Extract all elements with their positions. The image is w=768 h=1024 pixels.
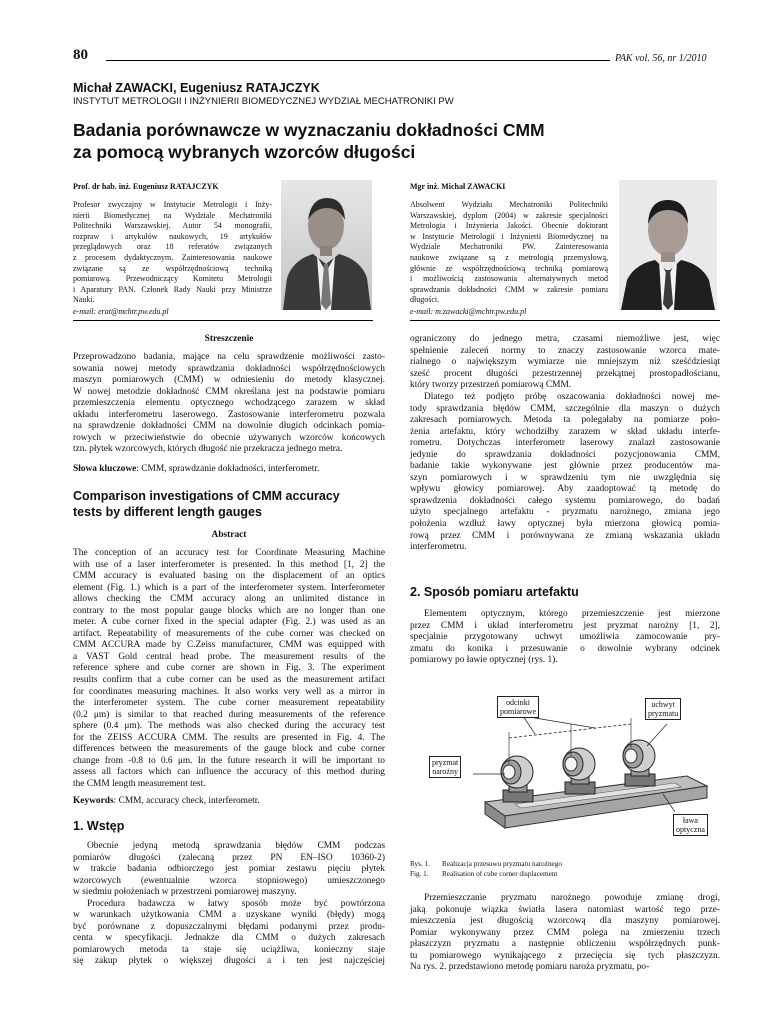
bio-author-text [410, 200, 608, 306]
keywords-value: : CMM, accuracy check, interferometr. [113, 796, 260, 806]
caption-text: Realisation of cube corner displacement [442, 870, 558, 878]
text-line: Przeprowadzono badania, mające na celu sprawdzenie możliwości zasto- [73, 352, 385, 362]
label-line: pryzmat [432, 758, 459, 767]
header-rule [106, 60, 610, 61]
text-line: with use of a laser interferometer is presented. In this method [1, 2] the [73, 559, 385, 570]
label-odcinki [497, 696, 539, 718]
label-line: uchwyt [651, 700, 675, 709]
keywords-value: : CMM, sprawdzanie dokładności, interferometr. [136, 464, 320, 474]
abstract-en-title [73, 488, 388, 520]
bio-author-email: e-mail: erat@mchtr.pw.edu.pl [73, 307, 169, 316]
abstract-pl-heading: Streszczenie [204, 334, 254, 344]
bio-author-name: Mgr inż. Michał ZAWACKI [410, 182, 506, 191]
text-line: i Aparatury PAN. Członek Rady Nauki przy Ministrze [73, 284, 272, 294]
bio-rule [73, 320, 373, 321]
text-line: z procesem dydaktycznym. Zainteresowania naukowe [73, 252, 272, 262]
text-line: centa w specyfikacji. Jednakże dla CMM o dużych zakresach [73, 933, 385, 944]
text-line: Obecnie jedyną metodą sprawdzania błędów CMM podczas [87, 841, 385, 851]
text-line: Absolwent Wydziału Mechatroniki Politechniki [410, 200, 608, 209]
carriage [563, 748, 595, 794]
abstract-en-heading: Abstract [211, 530, 247, 540]
text-line: the CMM length measurement test. [73, 778, 206, 789]
text-line: zakresach pomiarowych. Metoda ta polegałaby na pomiarze poło- [410, 415, 720, 426]
text-line: przez CMM i układ interferometru jest pryzmat narożny [1, 2], [410, 620, 720, 631]
bio-author-email: e-mail: m.zawacki@mchtr.pw.edu.pl [410, 307, 527, 316]
caption-text: Realizacja przesuwu pryzmatu narożnego [442, 860, 562, 868]
text-line: się zakup płytek o większej długości a i ten jest najczęściej [73, 956, 385, 967]
text-line: użyto specjalnego artefaktu - pryzmatu narożnego, zmiana jego [410, 507, 720, 518]
text-line: i możliwością zastosowania alternatywnych metod [410, 274, 608, 284]
abstract-en-title-line: tests by different length gauges [73, 505, 262, 519]
abstract-pl-text [73, 352, 385, 456]
label-line: optyczna [676, 825, 705, 834]
text-line: assess all factors which can influence the accuracy of this method during [73, 767, 385, 778]
text-line: rometru. Dotychczas interferometr laserowy znalazł zastosowanie [410, 438, 720, 449]
text-line: Warszawskiej, dyplom (2004) w zakresie specjalności [410, 210, 608, 220]
label-line: odcinki [506, 698, 530, 707]
text-line: the interferometer system. The cube corner measurement repeatability [73, 698, 385, 709]
keywords-pl [73, 464, 319, 476]
text-line: Profesor zwyczajny w Instytucie Metrologii i Inży- [73, 200, 272, 209]
text-line: a VAST Gold central head probe. The measurement results of the [73, 651, 385, 662]
label-line: pryzmatu [648, 709, 679, 718]
label-line: ława [682, 816, 698, 825]
text-line: The conception of an accuracy test for Coordinate Measuring Machine [73, 548, 385, 558]
text-line: Wydziale Mechatroniki PW. Zainteresowania [410, 242, 608, 252]
text-line: Pomiar wykonywany przez CMM polega na zmierzeniu trzech [410, 927, 720, 938]
text-line: układu interferometru laserowego. Zastosowanie interferometru pozwala [73, 409, 385, 420]
figure-caption-pl [410, 859, 562, 869]
text-line: pomiarową. Przewodniczący Komitetu Metrologii [73, 274, 272, 284]
caption-number: Rys. 1. [410, 860, 430, 868]
text-line: przemieszczenia elementu optycznego wchodzącego zarazem w skład [73, 398, 385, 409]
text-line: długości. [410, 295, 440, 305]
carriage [623, 740, 655, 786]
label-uchwyt [645, 698, 681, 720]
text-line: sześć procent długości przestrzennej przekątnej prostopadłościanu, [410, 368, 720, 379]
text-line: differences between the measurements of the gauge block and cube corner [73, 744, 385, 755]
keywords-en [73, 796, 260, 808]
text-line: meter. A cube corner fixed in the special adapter (Fig. 2.) was used as an [73, 617, 385, 628]
paragraph [410, 609, 720, 667]
text-line: Nauki. [73, 295, 95, 305]
text-line: wpływu głowicy pomiarowej. Aby zaadoptować tą metodę do [410, 484, 720, 495]
text-line: być porównane z dopuszczalnymi błędami podanymi przez produ- [73, 921, 385, 932]
text-line: zmatu do konika i przesuwanie o dowolnie wybrany odcinek [410, 643, 720, 654]
text-line: Dlatego też podjęto próbę oszacowania dokładności nowej me- [424, 392, 720, 402]
text-line: sprawdzania dokładności CMM w zakresie pomiaru [410, 284, 608, 294]
text-line: Na rys. 2. przedstawiono metodę pomiaru naroża pryzmatu, po- [410, 962, 650, 973]
caption-number: Fig. 1. [410, 870, 429, 878]
text-line: maszyn pomiarowych (CMM) w odniesieniu do metody klasycznej. [73, 375, 385, 386]
text-line: sphere (0.4 μm). The methods was also checked during the accuracy test [73, 721, 385, 732]
text-line: sprawdzenia dokładności całego systemu pomiarowego, do badań [410, 495, 720, 506]
text-line: tody sprawdzania błędów CMM, szczególnie dla maszyn o dużych [410, 403, 720, 414]
text-line: przeglądowych oraz 18 referatów związanych [73, 242, 272, 252]
paragraph [410, 392, 720, 554]
keywords-label: Słowa kluczowe [73, 464, 137, 474]
text-line: badanie takie wykonywane jest głównie przez producentów ma- [410, 461, 720, 472]
text-line: płaszczyzn pryzmatu a następnie obliczeniu współrzędnych punk- [410, 939, 720, 950]
title-line: za pomocą wybranych wzorców długości [73, 142, 416, 162]
text-line: Procedura badawcza w łatwy sposób może być powtórzona [87, 898, 385, 909]
text-line: żenia artefaktu, który wchodziłby zarazem w skład układu interfe- [410, 426, 720, 437]
text-line: jedynie do sprawdzania dokładności pozycjonowania CMM, [410, 449, 720, 460]
text-line: interferometru. [410, 542, 467, 553]
text-line: CMM ACCURA made by C.Zeiss manufacturer, CMM was equipped with [73, 640, 385, 651]
text-line: Przemieszczanie pryzmatu narożnego powoduje zmianę drogi, [424, 893, 720, 903]
text-line: mieszczenia jest długością wzorcową dla maszyny pomiarowej. [410, 916, 720, 927]
text-line: na sprawdzenie dokładności CMM na dowolnie długich odcinkach pomia- [73, 421, 385, 432]
text-line: allows checking the CMM accuracy along an unlimited distance in [73, 594, 385, 605]
author-photo-zawacki [619, 180, 717, 310]
text-line: w siedmiu położeniach w przestrzeni pomiarowej maszyny. [73, 887, 297, 898]
text-line: tzn. płytek wzorcowych, których długość nie przekracza jednego metra. [73, 444, 343, 455]
label-lawa [673, 814, 708, 836]
label-pryzmat [429, 756, 461, 778]
author-photo-ratajczyk [281, 180, 372, 310]
text-line: results confirm that a cube corner can be used as the measurement artifact [73, 675, 385, 686]
article-authors: Michał ZAWACKI, Eugeniusz RATAJCZYK [73, 81, 320, 95]
text-line: spełnienie zaleceń normy to znaczy zastosowanie wzorca mate- [410, 345, 720, 356]
text-line: specjalnie przygotowany uchwyt umożliwia zamocowanie pry- [410, 632, 720, 643]
abstract-en-text [73, 548, 385, 790]
page-number: 80 [73, 47, 88, 63]
section-1-text [73, 841, 385, 968]
text-line: wzorcowych (ewentualnie wzorca stopniowego) umieszczonego [73, 875, 385, 886]
text-line: pomiarowych metoda ta staje się uciążliwa, konieczny staje [73, 944, 385, 955]
section-2-heading: 2. Sposób pomiaru artefaktu [410, 585, 579, 599]
text-line: CMM accuracy is evaluated basing on the displacement of an optics [73, 571, 385, 582]
label-line: narożny [432, 767, 458, 776]
article-institute: INSTYTUT METROLOGII I INŻYNIERII BIOMEDYCZNEJ WYDZIAŁ MECHATRONIKI PW [73, 96, 454, 107]
article-title [73, 119, 673, 163]
text-line: szyn pomiarowych i w sprawdzeniu tym nie uwzględnia się [410, 472, 720, 483]
text-line: naukowe związane są z metrologią przemysłową, [410, 252, 608, 262]
text-line: (0.2 μm) is similar to that reached during measurements of the reference [73, 709, 385, 720]
bio-author-text [73, 200, 272, 306]
text-line: nierii Biomedycznej na Wydziale Mechatroniki [73, 210, 272, 220]
keywords-label: Keywords [73, 796, 114, 806]
text-line: który tworzy przestrzeń pomiarową CMM. [410, 380, 572, 391]
text-line: w trakcie badania odbiorczego jest pomiar zestawu pięciu płytek [73, 864, 385, 875]
text-line: związane są ze współrzędnościową techniką [73, 263, 272, 273]
text-line: pomiarów długości (zalecaną przez PN EN–ISO 10360-2) [73, 852, 385, 863]
text-line: Elementem optycznym, którego przemieszczenie jest mierzone [424, 609, 720, 619]
text-line: Politechniki Warszawskiej. Autor 54 monografii, [73, 221, 272, 231]
label-line: pomiarowe [500, 707, 536, 716]
journal-reference: PAK vol. 56, nr 1/2010 [615, 53, 707, 64]
text-line: jaką pokonuje wiązka światła lasera natomiast wartość tego prze- [410, 904, 720, 915]
bio-rule [410, 320, 720, 321]
figure-cube-corner-setup [425, 694, 723, 850]
text-line: sowania nowej metody sprawdzania dokładności współrzędnościowych [73, 363, 385, 374]
text-line: pomiarowy po ławie optycznej (rys. 1). [410, 655, 558, 666]
text-line: położenia wzdłuż ławy optycznej była mierzona głowicą pomia- [410, 519, 720, 530]
text-line: w warunkach użytkowania CMM a uzyskane wyniki (błędy) mogą [73, 910, 385, 921]
text-line: change from -0.8 to 0.6 μm. In the future research it will be important to [73, 755, 385, 766]
carriage [501, 756, 533, 802]
text-line: rową przez CMM i porównywana ze zmianą wskazania układu [410, 530, 720, 541]
text-line: rozpraw i artykułów naukowych, 19 artykułów [73, 231, 272, 241]
title-line: Badania porównawcze w wyznaczaniu dokładności CMM [73, 120, 545, 140]
abstract-en-title-line: Comparison investigations of CMM accuracy [73, 489, 340, 503]
paragraph [410, 893, 720, 974]
text-line: Metrologia i Inżynieria Jakości. Obecnie doktorant [410, 221, 608, 231]
text-line: artifact. Repeatability of measurements of the cube corner was checked on [73, 628, 385, 639]
bio-author-name: Prof. dr hab. inż. Eugeniusz RATAJCZYK [73, 182, 219, 191]
text-line: głównie ze współrzędnościową techniką pomiarową [410, 263, 608, 273]
paragraph [410, 334, 720, 392]
text-line: rialnego o największym wymiarze nie mniejszym niż sześćdziesiąt [410, 357, 720, 368]
text-line: tu pomiarowego wynikającego z przecięcia się tych płaszczyzn. [410, 950, 720, 961]
figure-caption-en [410, 869, 557, 879]
text-line: rowych w przeciwieństwie do obecnie używanych wzorców końcowych [73, 432, 385, 443]
section-1-heading: 1. Wstęp [73, 819, 125, 833]
text-line: contrary to the most popular gauge blocks which are no longer than one [73, 605, 385, 616]
text-line: reference sphere and cube corner are shown in Fig. 3. The experiment [73, 663, 385, 674]
text-line: for the ZEISS ACCURA CMM. The results are presented in Fig. 4. The [73, 732, 385, 743]
text-line: W nowej metodzie dokładność CMM określana jest na podstawie pomiaru [73, 386, 385, 397]
text-line: ograniczony do jednego metra, czasami niemożliwe jest, więc [410, 334, 720, 344]
text-line: element (Fig. 1.) which is a part of the interferometer system. Interferometer [73, 582, 385, 593]
text-line: w Instytucie Metrologii i Inżynierii Biomedycznej na [410, 231, 608, 241]
text-line: for coordinates measuring machines. It also works very well as a mirror in [73, 686, 385, 697]
